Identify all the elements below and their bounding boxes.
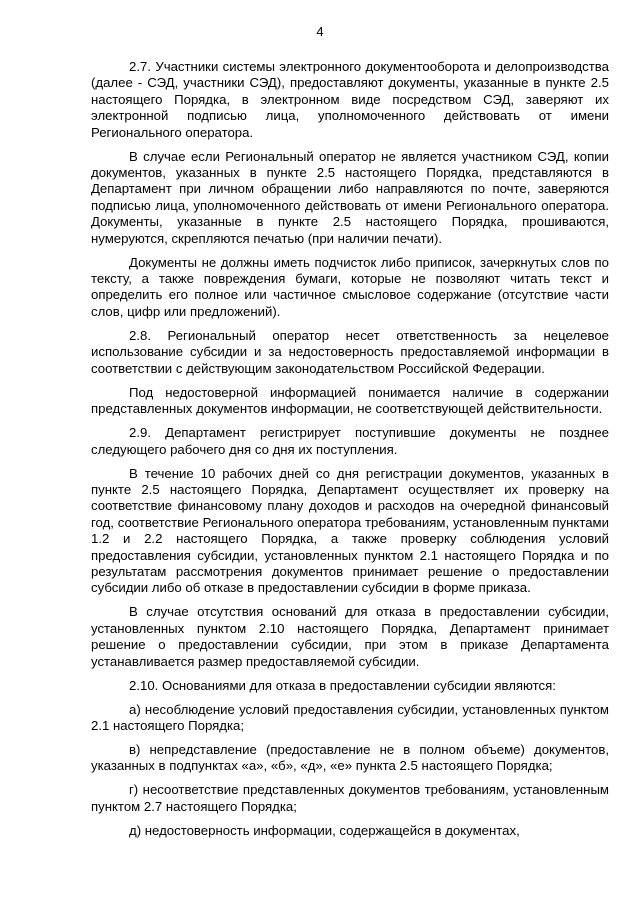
list-item-d: д) недостоверность информации, содержащейся в документах, [129,822,520,838]
paragraph-document-requirements: Документы не должны иметь подчисток либо приписок, зачеркнутых слов по тексту, а также повреждения бумаги, которые не позволяют читать текст и определить его полное или частичное смысловое содержание (отсутствие части слов, цифр или предложений). [91,254,609,319]
list-item-v: в) непредставление (предоставление не в полном объеме) документов, указанных в подпунктах «а», «б», «д», «е» пункта 2.5 настоящего Порядка; [91,741,609,774]
paragraph-non-participant: В случае если Региональный оператор не является участником СЭД, копии документов, указанных в пункте 2.5 настоящего Порядка, представляются в Департамент при личном обращении либо направляются по почте, заверяются подписью лица, уполномоченного действовать от имени Регионального оператора. Документы, указанные в пункте 2.5 настоящего Порядка, прошиваются, нумеруются, скрепляются печатью (при наличии печати). [91,148,609,246]
paragraph-false-information: Под недостоверной информацией понимается наличие в содержании представленных документов информации, не соответствующей действительности. [91,384,609,417]
list-item-a: а) несоблюдение условий предоставления субсидии, установленных пунктом 2.1 настоящего Порядка; [91,701,609,733]
document-body [91,59,609,847]
page-number: 4 [316,24,324,39]
paragraph-2-10: 2.10. Основаниями для отказа в предоставлении субсидии являются: [129,677,556,693]
paragraph-2-8: 2.8. Региональный оператор несет ответственность за нецелевое использование субсидии и за недостоверность предоставляемой информации в соответствии с действующим законодательством Российской Федерации. [91,327,609,376]
paragraph-review-period: В течение 10 рабочих дней со дня регистрации документов, указанных в пункте 2.5 настоящего Порядка, Департамент осуществляет их проверку на соответствие финансовому плану доходов и расходов на очередной финансовый год, соответствие Регионального оператора требованиям, установленным пунктами 1.2 и 2.2 настоящего Порядка, а также проверку соблюдения условий предоставления субсидии, установленных пунктом 2.1 настоящего Порядка и по результатам рассмотрения документов принимает решение о предоставлении субсидии либо об отказе в предоставлении субсидии в форме приказа. [91,465,609,596]
paragraph-2-7: 2.7. Участники системы электронного документооборота и делопроизводства (далее - СЭД, участники СЭД), предоставляют документы, указанные в пункте 2.5 настоящего Порядка, в электронном виде посредством СЭД, заверяют их электронной подписью лица, уполномоченного действовать от имени Регионального оператора. [91,59,609,140]
paragraph-decision: В случае отсутствия оснований для отказа в предоставлении субсидии, установленных пунктом 2.10 настоящего Порядка, Департамент принимает решение о предоставлении субсидии, при этом в приказе Департамента устанавливается размер предоставляемой субсидии. [91,604,609,669]
paragraph-2-9: 2.9. Департамент регистрирует поступившие документы не позднее следующего рабочего дня со дня их поступления. [91,425,609,457]
list-item-g: г) несоответствие представленных документов требованиям, установленным пунктом 2.7 настоящего Порядка; [91,782,609,814]
